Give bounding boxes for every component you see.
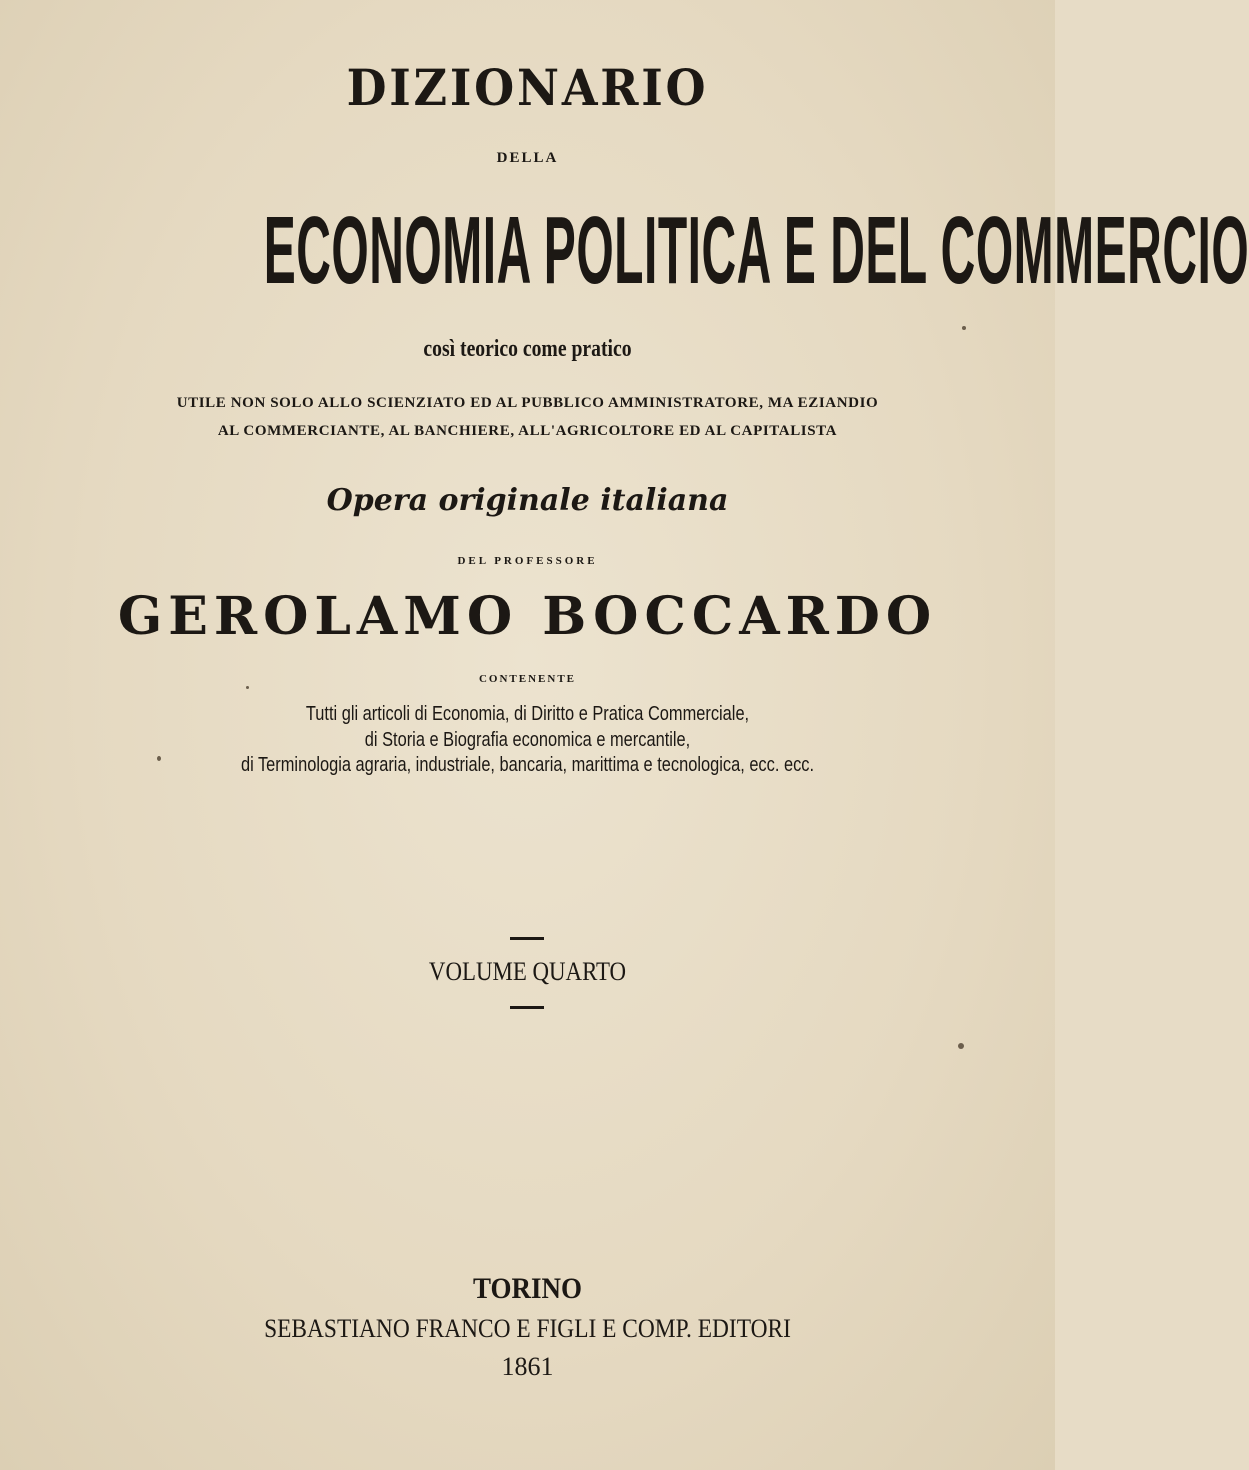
professor-label: DEL PROFESSORE xyxy=(457,555,598,567)
della-label: DELLA xyxy=(496,150,559,166)
book-subject: ECONOMIA POLITICA E DEL COMMERCIO xyxy=(263,197,1249,304)
paper-speck xyxy=(246,686,249,689)
publication-city: TORINO xyxy=(472,1272,583,1305)
subtitle: così teorico come pratico xyxy=(423,336,632,362)
paper-speck xyxy=(958,1043,964,1049)
contents-label: CONTENENTE xyxy=(478,673,577,685)
divider-bottom xyxy=(510,1006,544,1009)
publisher-name: SEBASTIANO FRANCO E FIGLI E COMP. EDITORI xyxy=(264,1314,791,1343)
author-name: GEROLAMO BOCCARDO xyxy=(117,586,938,647)
contents-line-2: di Storia e Biografia economica e mercantile, xyxy=(364,729,691,751)
book-title: DIZIONARIO xyxy=(346,58,709,117)
contents-line-3: di Terminologia agraria, industriale, bancaria, marittima e tecnologica, ecc. ecc. xyxy=(240,754,815,776)
divider-top xyxy=(510,937,544,940)
paper-speck xyxy=(157,756,161,761)
paper-speck xyxy=(962,326,966,330)
volume-label: VOLUME QUARTO xyxy=(428,957,627,986)
purpose-line-1: UTILE NON SOLO ALLO SCIENZIATO ED AL PUBBLICO AMMINISTRATORE, MA EZIANDIO xyxy=(176,395,879,411)
purpose-line-2: AL COMMERCIANTE, AL BANCHIERE, ALL'AGRICOLTORE ED AL CAPITALISTA xyxy=(217,423,838,439)
publication-year: 1861 xyxy=(501,1352,554,1381)
contents-line-1: Tutti gli articoli di Economia, di Diritto e Pratica Commerciale, xyxy=(305,703,750,725)
opera-label: Opera originale italiana xyxy=(326,483,729,518)
